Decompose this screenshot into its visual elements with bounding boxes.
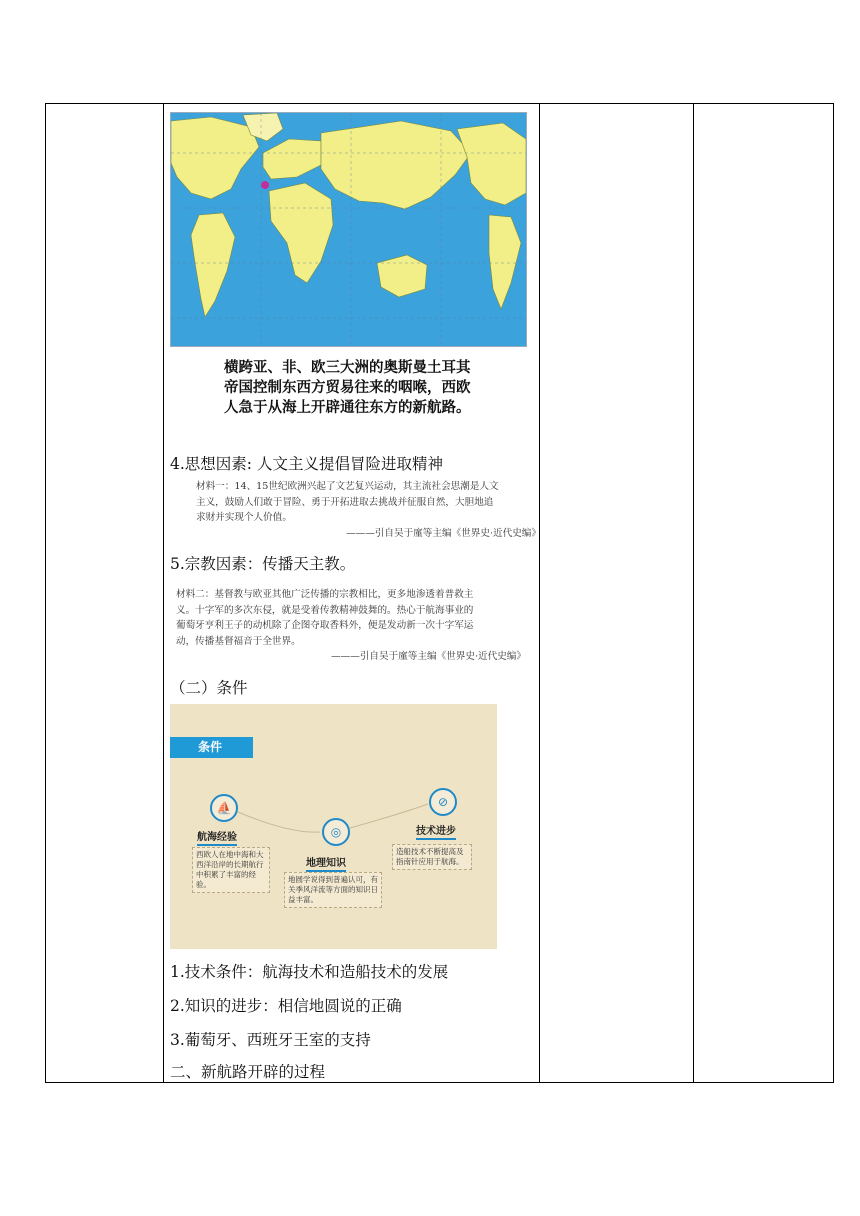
material-source: ———引自吴于廑等主编《世界史·近代史编》	[331, 651, 526, 662]
material-line: 求财并实现个人价值。	[196, 512, 292, 523]
condition-title: 地理知识	[306, 854, 346, 872]
conditions-tag: 条件	[170, 737, 253, 758]
material-source: ———引自吴于廑等主编《世界史·近代史编》	[346, 527, 541, 539]
material-line: 材料二：基督教与欧亚其他广泛传播的宗教相比，更多地渗透着普救主	[176, 589, 474, 600]
material-line: 义。十字军的多次东侵，就是受着传教精神鼓舞的。热心于航海事业的	[176, 604, 474, 616]
condition-title: 航海经验	[197, 828, 237, 846]
factor5-heading: 5.宗教因素：传播天主教。	[170, 555, 356, 573]
condition-title: 技术进步	[416, 822, 456, 840]
column-divider	[163, 104, 164, 1082]
material-two	[176, 587, 526, 665]
material-one	[196, 479, 541, 541]
column-divider	[539, 104, 540, 1082]
condition-item: 2.知识的进步：相信地圆说的正确	[170, 997, 402, 1015]
condition-text: 造船技术不断提高及指南针应用于航海。	[392, 844, 472, 870]
section2-heading: 二、新航路开辟的过程	[170, 1063, 326, 1081]
condition-text: 地圆学说得到普遍认可，有关季风洋流等方面的知识日益丰富。	[284, 872, 382, 908]
material-line: 葡萄牙亨利王子的动机除了企图夺取香料外，便是发动新一次十字军运	[176, 620, 474, 631]
sailboat-icon: ⛵	[210, 794, 238, 822]
condition-item: 3.葡萄牙、西班牙王室的支持	[170, 1031, 371, 1049]
condition-item: 1.技术条件：航海技术和造船技术的发展	[170, 963, 449, 981]
material-line: 动，传播基督福音于全世界。	[176, 635, 301, 647]
map-caption: 横跨亚、非、欧三大洲的奥斯曼土耳其帝国控制东西方贸易往来的咽喉，西欧人急于从海上开辟通往东方的新航路。	[224, 360, 471, 416]
conditions-heading: （二）条件	[170, 679, 248, 697]
globe-icon: ◎	[322, 818, 350, 846]
conditions-image	[170, 704, 497, 949]
column-divider	[693, 104, 694, 1082]
material-line: 主义，鼓励人们敢于冒险、勇于开拓进取去挑战并征服自然，大胆地追	[196, 496, 494, 508]
material-line: 材料一：14、15世纪欧洲兴起了文艺复兴运动，其主流社会思潮是人文	[196, 481, 499, 492]
compass-icon: ⊘	[429, 788, 457, 816]
world-map-graphic	[171, 113, 526, 346]
world-map-image	[170, 112, 527, 347]
condition-text: 西欧人在地中海和大西洋沿岸的长期航行中积累了丰富的经验。	[192, 847, 270, 893]
factor4-heading: 4.思想因素: 人文主义提倡冒险进取精神	[170, 455, 443, 473]
